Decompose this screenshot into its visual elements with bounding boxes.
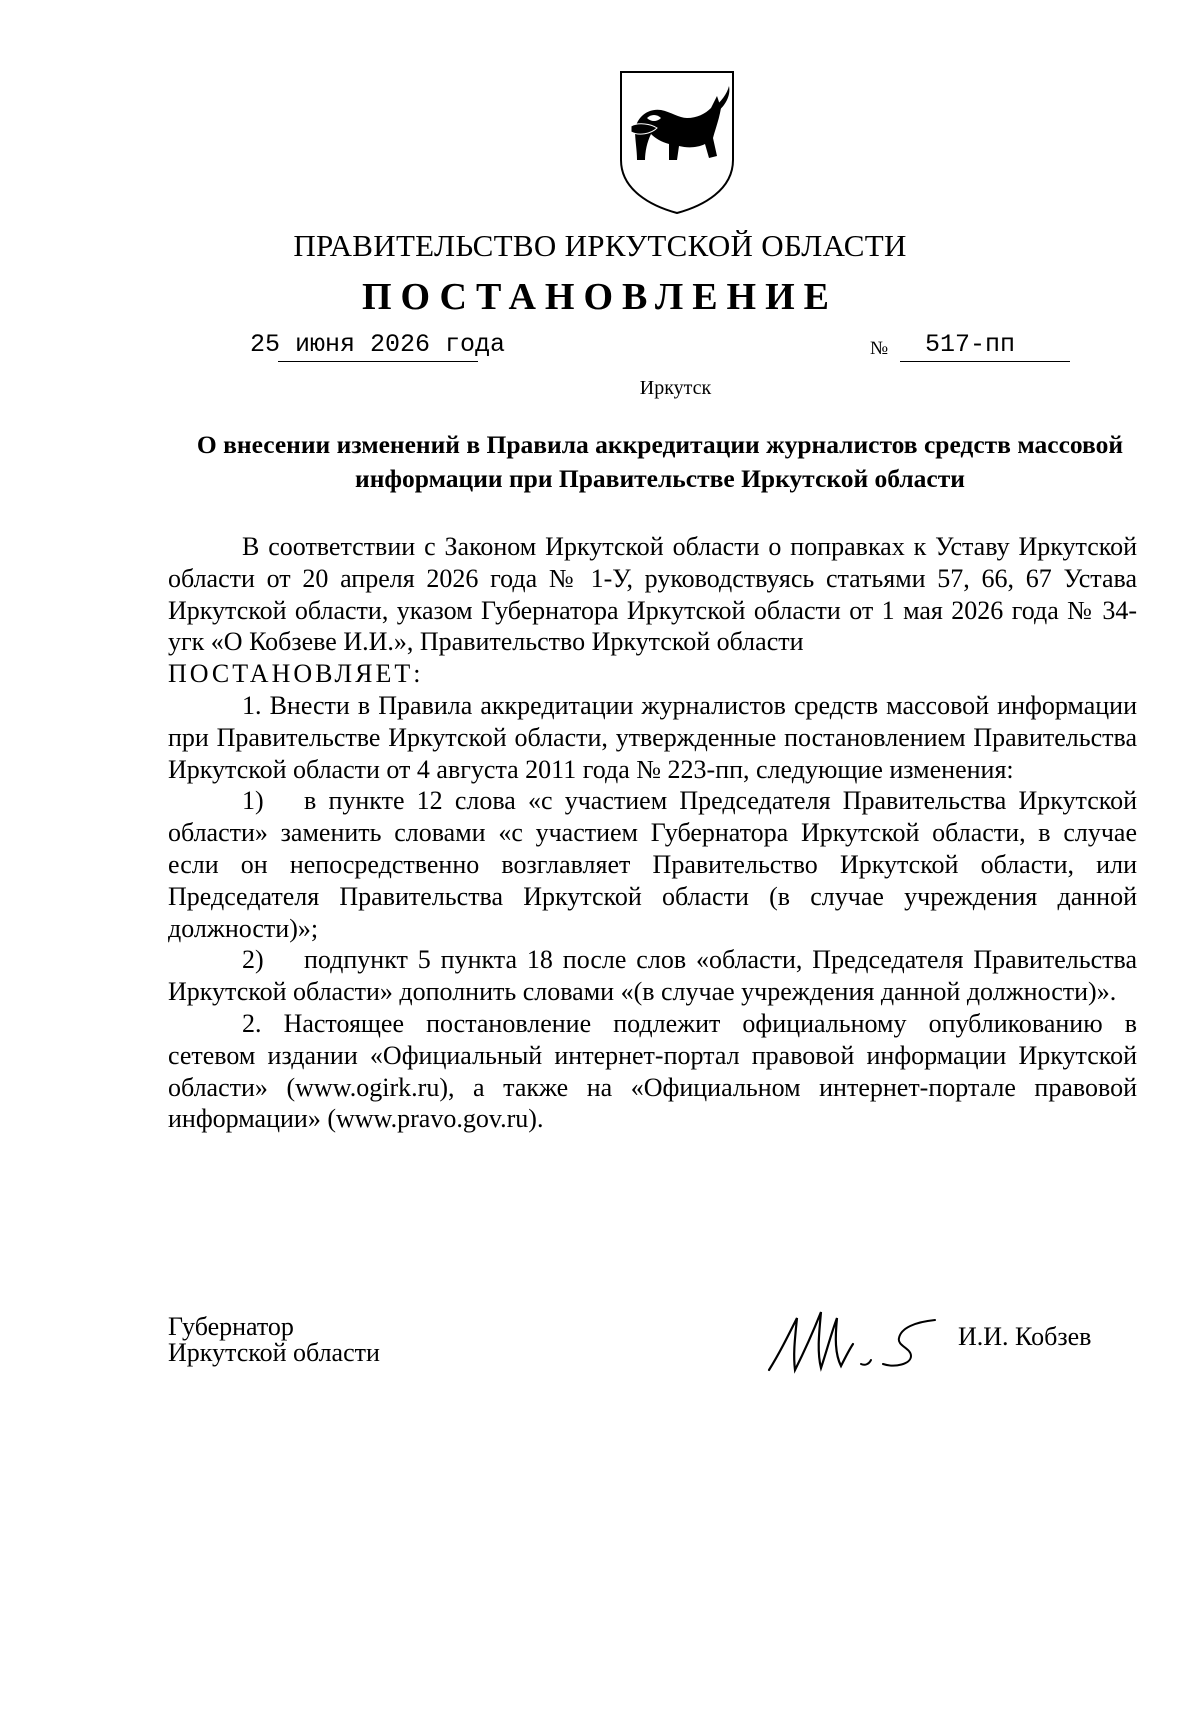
signer-position-line1: Губернатор: [168, 1312, 294, 1341]
document-body: [168, 531, 1137, 1135]
subitem-1-paragraph: [168, 785, 1137, 944]
number-sign: №: [870, 338, 889, 359]
item-2-paragraph: 2. Настоящее постановление подлежит официальному опубликованию в сетевом издании «Официальный интернет-портал правовой информации Иркутской области» (www.ogirk.ru), а также на «Официальном интернет-портале правовой информации» (www.pravo.gov.ru).: [168, 1008, 1137, 1134]
preamble-paragraph: В соответствии с Законом Иркутской области о поправках к Уставу Иркутской области от 20 апреля 2026 года № 1-У, руководствуясь статьями 57, 66, 67 Устава Иркутской области, указом Губернатора Иркутской области от 1 мая 2026 года № 34-угк «О Кобзеве И.И.», Правительство Иркутской области: [168, 532, 1137, 657]
subitem-2-paragraph: [168, 944, 1137, 1008]
handwritten-signature-icon: [765, 1298, 945, 1378]
subitem-1-text: в пункте 12 слова «с участием Председателя Правительства Иркутской области» заменить словами «с участием Губернатора Иркутской области, в случае если он непосредственно возглавляет Правительство Иркутской области, или Председателя Правительства Иркутской области (в случае учреждения данной должности)»;: [168, 786, 1137, 943]
subitem-1-marker: 1): [242, 786, 264, 816]
document-date: 25 июня 2026 года: [250, 330, 506, 359]
coat-of-arms-icon: [617, 68, 737, 216]
date-underline: [278, 361, 478, 362]
item-1-paragraph: 1. Внести в Правила аккредитации журналистов средств массовой информации при Правительстве Иркутской области, утвержденные постановлением Правительства Иркутской области от 4 августа 2011 года № 223-пп, следующие изменения:: [168, 690, 1137, 784]
organization-name: ПРАВИТЕЛЬСТВО ИРКУТСКОЙ ОБЛАСТИ: [293, 228, 907, 263]
number-underline: [900, 361, 1070, 362]
document-title: О внесении изменений в Правила аккредитации журналистов средств массовой информации при Правительстве Иркутской области: [196, 430, 1124, 493]
decree-word: ПОСТАНОВЛЯЕТ:: [168, 659, 424, 689]
document-type: ПОСТАНОВЛЕНИЕ: [361, 276, 839, 318]
city-name: Иркутск: [639, 377, 712, 399]
subitem-2-text: подпункт 5 пункта 18 после слов «области, Председателя Правительства Иркутской области» дополнить словами «(в случае учреждения данной должности)».: [168, 945, 1137, 1007]
signer-position-line2: Иркутской области: [168, 1338, 380, 1367]
document-number: 517-пп: [925, 330, 1016, 359]
signer-name: И.И. Кобзев: [958, 1322, 1092, 1351]
subitem-2-marker: 2): [242, 945, 264, 975]
